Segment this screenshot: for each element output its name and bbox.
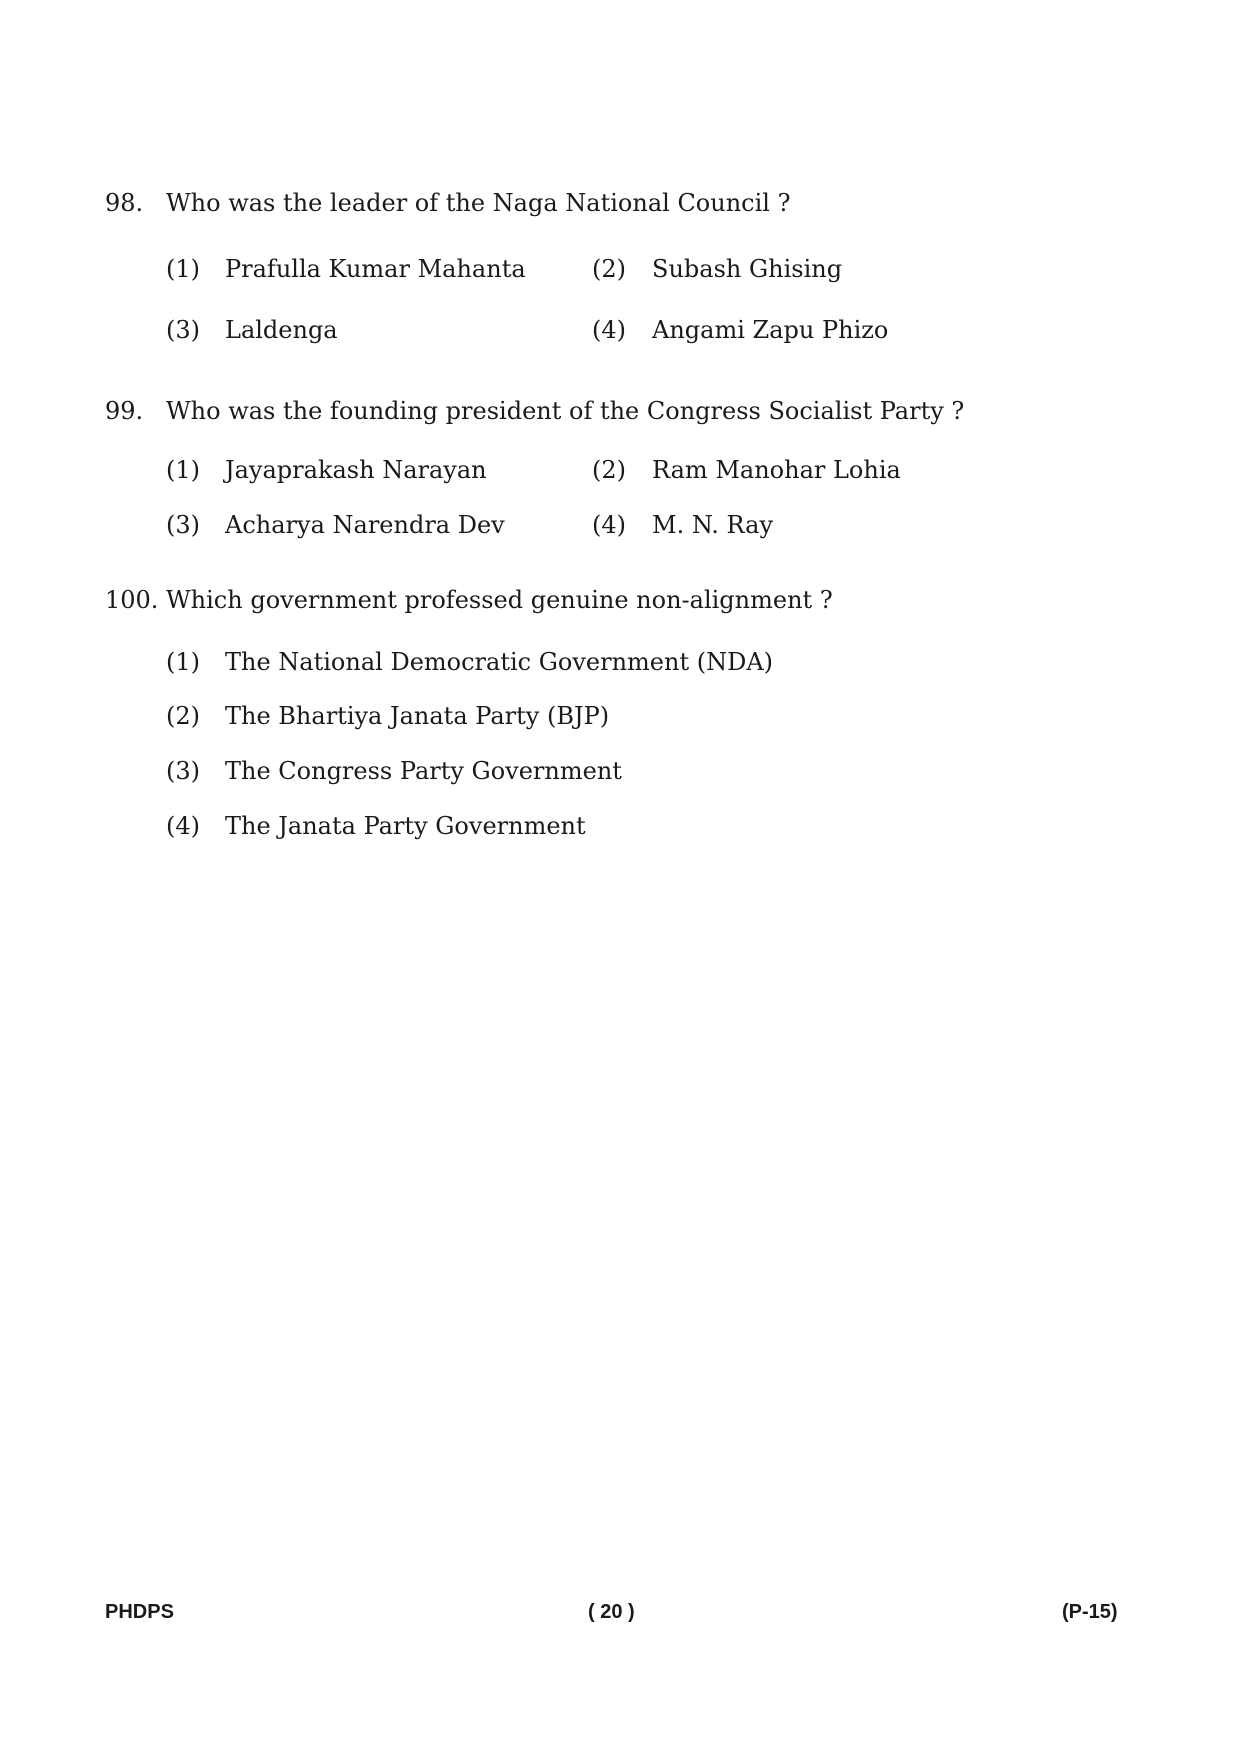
- option-number: (2): [592, 456, 626, 484]
- option-number: (2): [592, 255, 626, 283]
- option-text: M. N. Ray: [652, 511, 774, 539]
- option-number: (3): [166, 757, 200, 785]
- option-number: (3): [166, 511, 200, 539]
- option-text: The Janata Party Government: [225, 812, 586, 840]
- option-text: The Congress Party Government: [225, 757, 622, 785]
- footer-code: PHDPS: [105, 1601, 174, 1623]
- option-number: (2): [166, 702, 200, 730]
- option-text: Jayaprakash Narayan: [225, 456, 487, 484]
- option-number: (3): [166, 316, 200, 344]
- option-text: Subash Ghising: [652, 255, 843, 283]
- option-number: (4): [592, 316, 626, 344]
- option-text: The National Democratic Government (NDA): [225, 648, 774, 676]
- question-text: Who was the founding president of the Congress Socialist Party ?: [166, 397, 965, 425]
- option-text: Prafulla Kumar Mahanta: [225, 255, 526, 283]
- question-text: Who was the leader of the Naga National Council ?: [166, 189, 791, 217]
- page-number: ( 20 ): [588, 1601, 635, 1623]
- option-text: Ram Manohar Lohia: [652, 456, 901, 484]
- option-text: The Bhartiya Janata Party (BJP): [225, 702, 610, 730]
- question-number: 99.: [105, 397, 144, 425]
- option-number: (1): [166, 255, 200, 283]
- option-number: (4): [592, 511, 626, 539]
- paper-code: (P-15): [1062, 1601, 1118, 1623]
- option-text: Acharya Narendra Dev: [225, 511, 505, 539]
- option-number: (1): [166, 456, 200, 484]
- question-text: Which government professed genuine non-alignment ?: [166, 586, 833, 614]
- option-text: Angami Zapu Phizo: [652, 316, 889, 344]
- option-number: (4): [166, 812, 200, 840]
- option-text: Laldenga: [225, 316, 338, 344]
- option-number: (1): [166, 648, 200, 676]
- question-number: 98.: [105, 189, 144, 217]
- question-number: 100.: [105, 586, 159, 614]
